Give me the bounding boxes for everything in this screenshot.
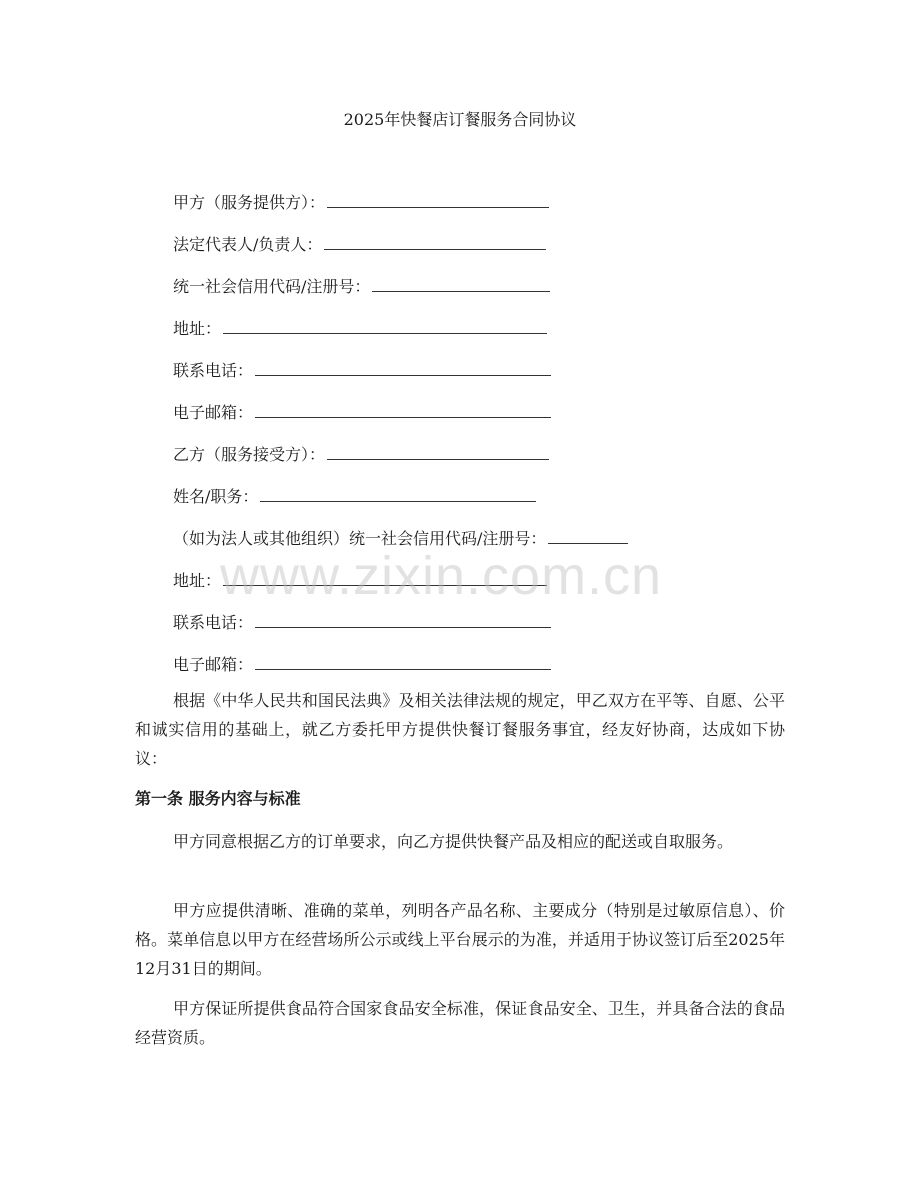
field-label: 甲方（服务提供方）： [173,193,326,212]
section-paragraph: 甲方保证所提供食品符合国家食品安全标准，保证食品安全、卫生，并具备合法的食品经营资质。 [135,999,785,1047]
field-name-title [173,483,536,509]
section-paragraph: 甲方应提供清晰、准确的菜单，列明各产品名称、主要成分（特别是过敏原信息）、价格。菜单信息以甲方在经营场所公示或线上平台展示的为准，并适用于协议签订后至2025年12月31日的期间。 [135,901,785,978]
field-party-b [173,441,549,467]
blank-line[interactable] [324,231,546,250]
field-phone-a [173,357,551,383]
blank-line[interactable] [255,357,551,376]
intro-paragraph: 根据《中华人民共和国民法典》及相关法律法规的规定，甲乙双方在平等、自愿、公平和诚实信用的基础上，就乙方委托甲方提供快餐订餐服务事宜，经友好协商，达成如下协议： [135,691,785,768]
field-party-a [173,189,549,215]
field-email-a [173,399,551,425]
field-label: 姓名/职务： [173,487,259,506]
blank-line[interactable] [372,273,550,292]
field-email-b [173,651,551,677]
field-label: 联系电话： [173,361,254,380]
field-phone-b [173,609,551,635]
field-credit-code-a [173,273,550,299]
field-label: 联系电话： [173,613,254,632]
document-title: 2025年快餐店订餐服务合同协议 [343,110,577,129]
field-address-a [173,315,547,341]
field-label: 统一社会信用代码/注册号： [173,277,371,296]
blank-line[interactable] [260,483,536,502]
blank-line[interactable] [255,399,551,418]
field-label: 地址： [173,571,222,590]
field-label: 地址： [173,319,222,338]
field-label: 电子邮箱： [173,655,254,674]
blank-line[interactable] [255,651,551,670]
section-paragraph: 甲方同意根据乙方的订单要求，向乙方提供快餐产品及相应的配送或自取服务。 [173,832,734,851]
field-label: 法定代表人/负责人： [173,235,323,254]
blank-line[interactable] [327,441,549,460]
watermark: www.zixin.com.cn [220,546,663,606]
blank-line[interactable] [223,315,547,334]
field-label: 电子邮箱： [173,403,254,422]
blank-line[interactable] [327,189,549,208]
blank-line[interactable] [548,525,628,544]
section-heading: 第一条 服务内容与标准 [135,789,301,808]
field-legal-representative [173,231,546,257]
field-label: （如为法人或其他组织）统一社会信用代码/注册号： [173,529,547,548]
field-label: 乙方（服务接受方）： [173,445,326,464]
blank-line[interactable] [255,609,551,628]
